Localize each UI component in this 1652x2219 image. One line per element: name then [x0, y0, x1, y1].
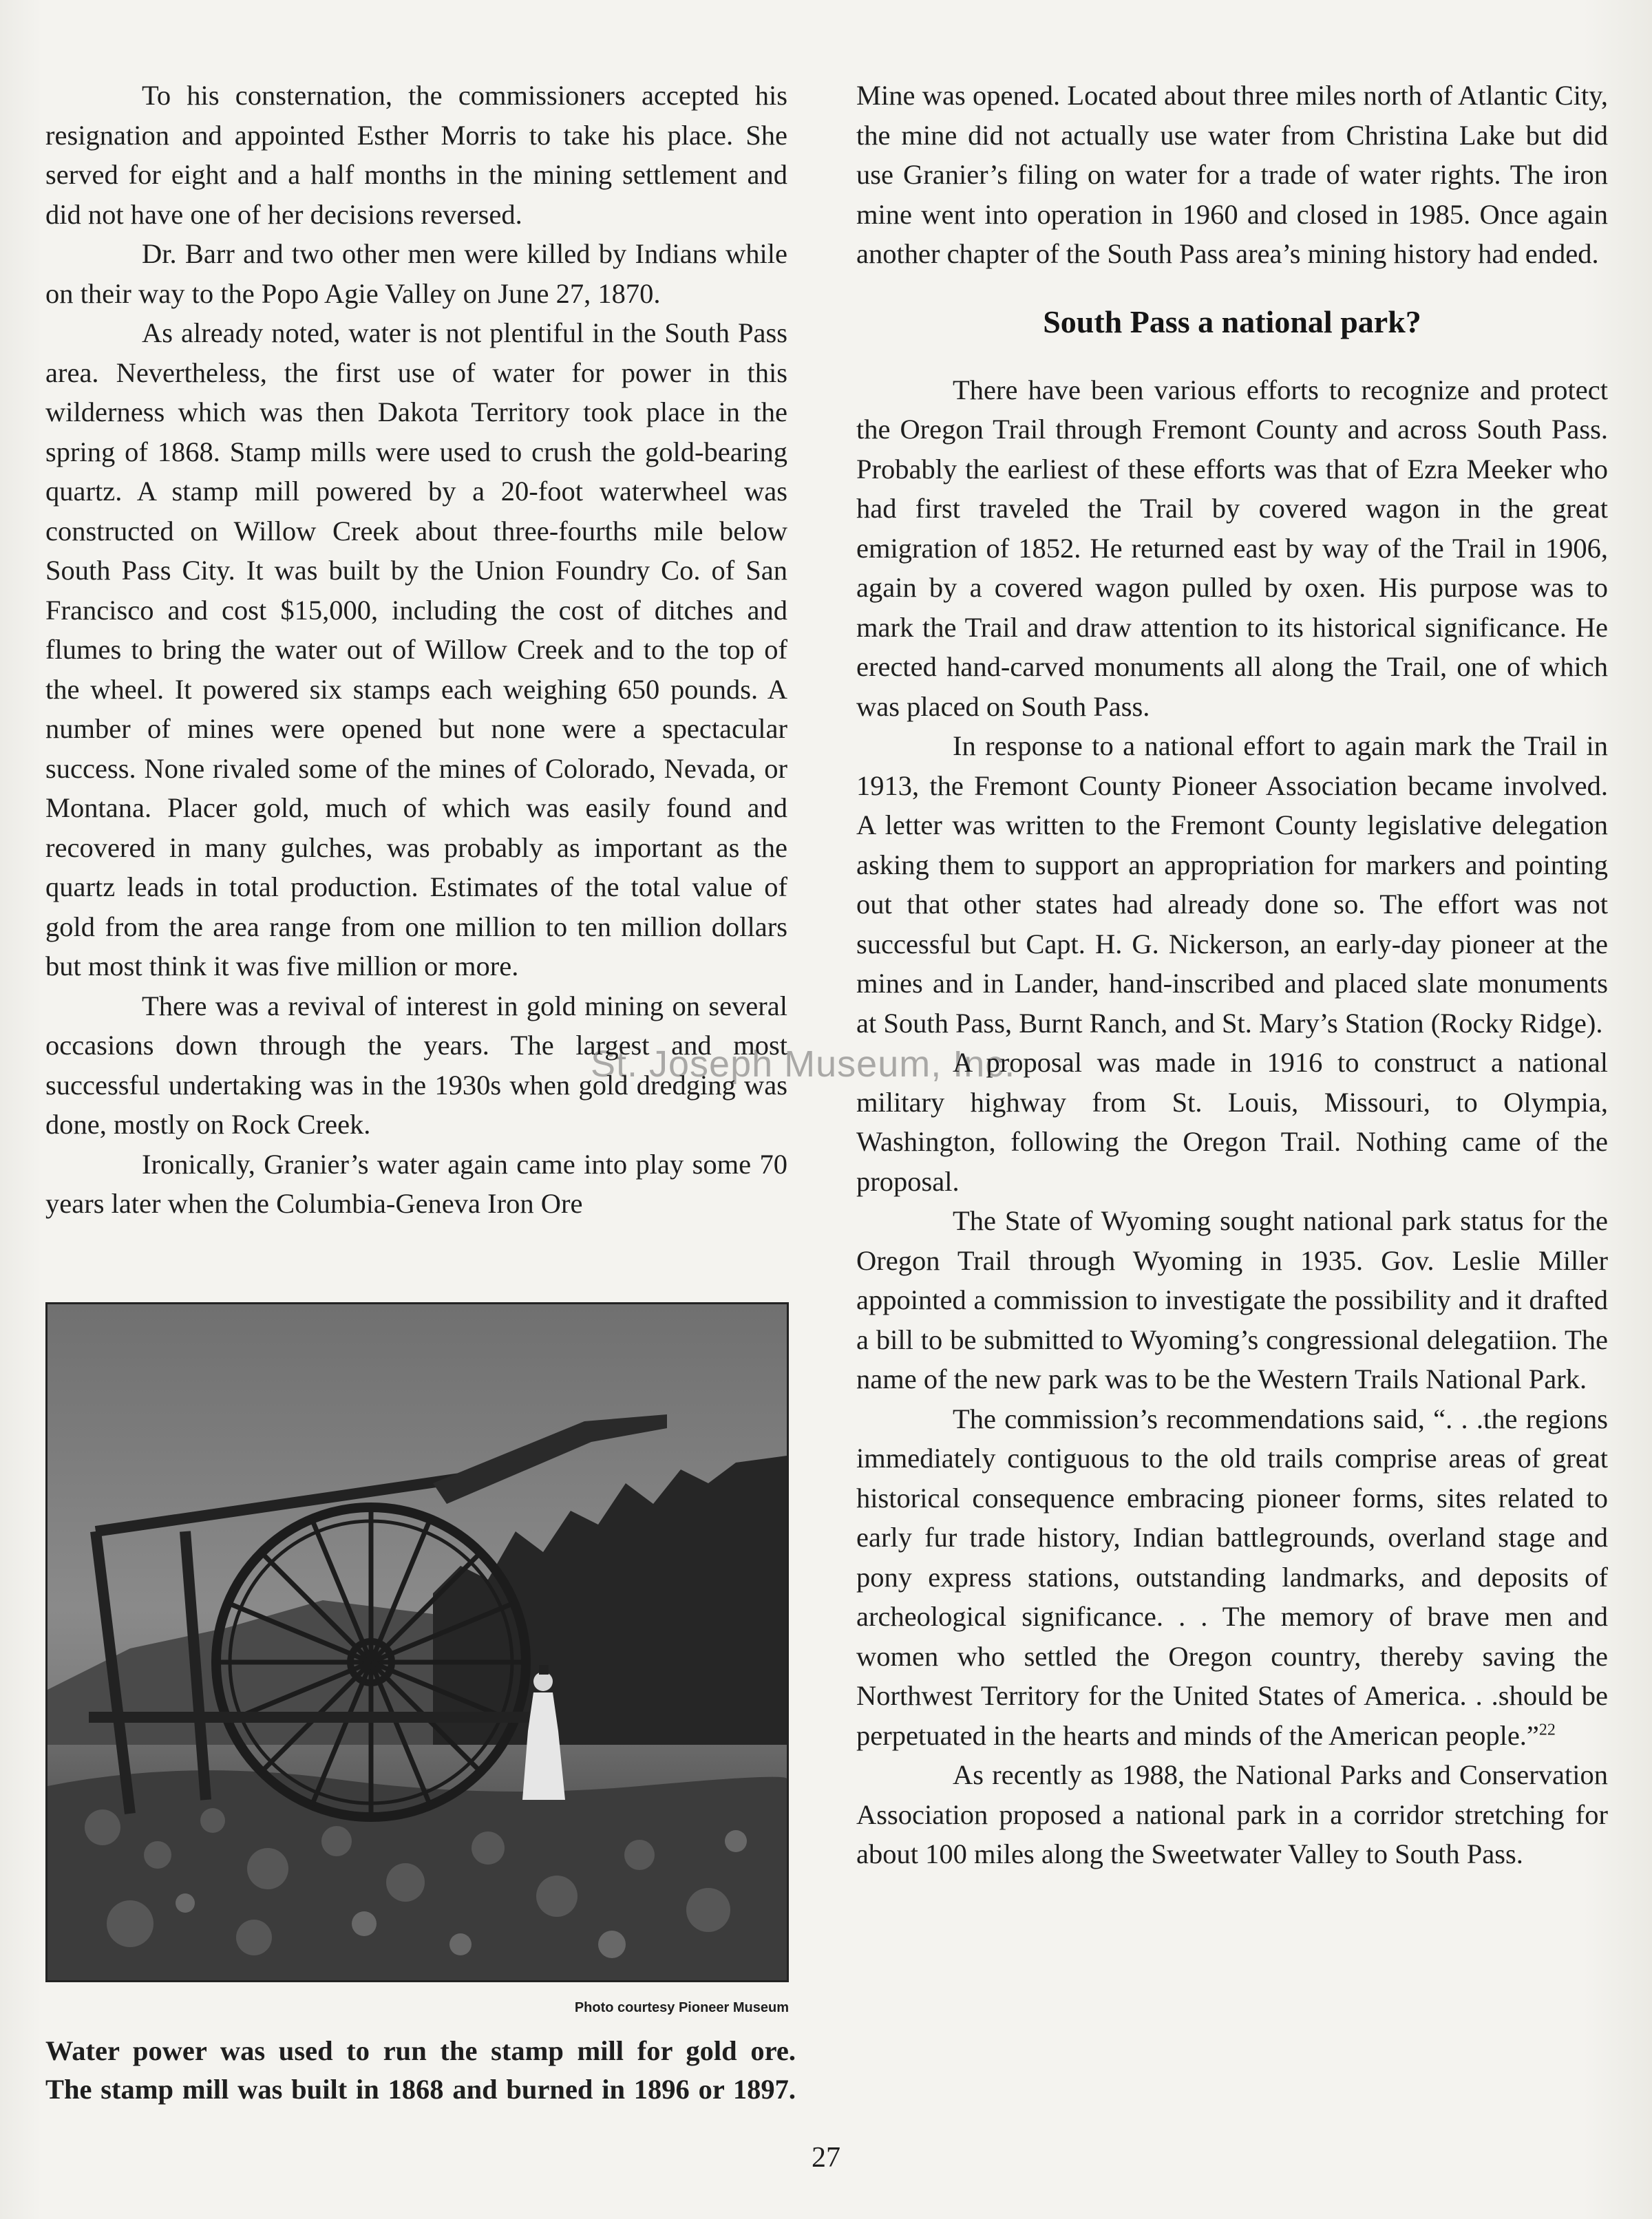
photo-caption: [45, 2032, 796, 2109]
page-number: 27: [812, 2142, 840, 2174]
paragraph: There have been various efforts to recognize and protect the Oregon Trail through Fremont County and across South Pass. Probably the earliest of these efforts was that of Ezra Meeker who had first traveled the Trail by covered wagon in the great emigration of 1852. He returned east by way of the Trail in 1906, again by a covered wagon pulled by oxen. His purpose was to mark the Trail and draw attention to its historical significance. He erected hand-carved monuments all along the Trail, one of which was placed on South Pass.: [856, 374, 1608, 722]
photo-credit: Photo courtesy Pioneer Museum: [574, 2000, 789, 2015]
waterwheel-photo: [45, 1302, 789, 1982]
paragraph: Dr. Barr and two other men were killed by Indians while on their way to the Popo Agie Valley on June 27, 1870.: [45, 238, 787, 309]
paragraph: In response to a national effort to again mark the Trail in 1913, the Fremont County Pioneer Association became involved. A letter was written to the Fremont County legislative delegation asking them to support an appropriation for markers and pointing out that other states had already done so. The effort was not successful but Capt. H. G. Nickerson, an early-day pioneer at the mines and in Lander, hand-inscribed and placed slate monuments at South Pass, Burnt Ranch, and St. Mary’s Station (Rocky Ridge).: [856, 730, 1608, 1039]
quote-text: The commission’s recommendations said, “. . .the regions immediately contiguous to the old trails comprise areas of great historical consequence embracing pioneer forms, sites related to early fur trade history, Indian battlegrounds, overland stage and pony express stations, outstanding landmarks, and deposits of archeological significance. . . The memory of brave men and women who settled the Oregon country, thereby saving the Northwest Territory for the United States of America. . .should be perpetuated in the hearts and minds of the American people.”: [856, 1403, 1608, 1751]
paragraph: To his consternation, the commissioners accepted his resignation and appointed Esther Morris to take his place. She served for eight and a half months in the mining settlement and did not have one of her decisions reversed.: [45, 80, 787, 230]
watermark: St. Joseph Museum, Inc.: [591, 1043, 1016, 1085]
paragraph: As recently as 1988, the National Parks and Conservation Association proposed a national park in a corridor stretching for about 100 miles along the Sweetwater Valley to South Pass.: [856, 1759, 1608, 1869]
paragraph: Ironically, Granier’s water again came into play some 70 years later when the Columbia-Geneva Iron Ore: [45, 1148, 787, 1219]
caption-line: Water power was used to run the stamp mill for gold ore.: [45, 2035, 796, 2066]
right-column: [856, 76, 1608, 1874]
paragraph: Mine was opened. Located about three miles north of Atlantic City, the mine did not actually use water from Christina Lake but did use Granier’s filing on water for a trade of water rights. The iron mine went into operation in 1960 and closed in 1985. Once again another chapter of the South Pass area’s mining history had ended.: [856, 80, 1608, 269]
paragraph: There was a revival of interest in gold mining on several occasions down through the years. The largest and most successful undertaking was in the 1930s when gold dredging was done, mostly on Rock Creek.: [45, 990, 787, 1140]
waterwheel-photo-illustration: [47, 1304, 787, 1980]
section-heading: South Pass a national park?: [1043, 304, 1421, 339]
paragraph: [856, 1399, 1608, 1756]
footnote-ref: 22: [1538, 1721, 1556, 1739]
caption-line: The stamp mill was built in 1868 and burned in 1896 or 1897.: [45, 2074, 796, 2105]
paragraph: As already noted, water is not plentiful in the South Pass area. Nevertheless, the first use of water for power in this wilderness which was then Dakota Territory took place in the spring of 1868. Stamp mills were used to crush the gold-bearing quartz. A stamp mill powered by a 20-foot waterwheel was constructed on Willow Creek about three-fourths mile below South Pass City. It was built by the Union Foundry Co. of San Francisco and cost $15,000, including the cost of ditches and flumes to bring the water out of Willow Creek and to the top of the wheel. It powered six stamps each weighing 650 pounds. A number of mines were opened but none were a spectacular success. None rivaled some of the mines of Colorado, Nevada, or Montana. Placer gold, much of which was easily found and recovered in many gulches, was probably as important as the quartz leads in total production. Estimates of the total value of gold from the area range from one million to ten million dollars but most think it was five million or more.: [45, 317, 787, 981]
paragraph: A proposal was made in 1916 to construct a national military highway from St. Louis, Missouri, to Olympia, Washington, following the Oregon Trail. Nothing came of the proposal.: [856, 1047, 1608, 1197]
paragraph: The State of Wyoming sought national park status for the Oregon Trail through Wyoming in 1935. Gov. Leslie Miller appointed a commission to investigate the possibility and it drafted a bill to be submitted to Wyoming’s congressional delegatiion. The name of the new park was to be the Western Trails National Park.: [856, 1205, 1608, 1394]
